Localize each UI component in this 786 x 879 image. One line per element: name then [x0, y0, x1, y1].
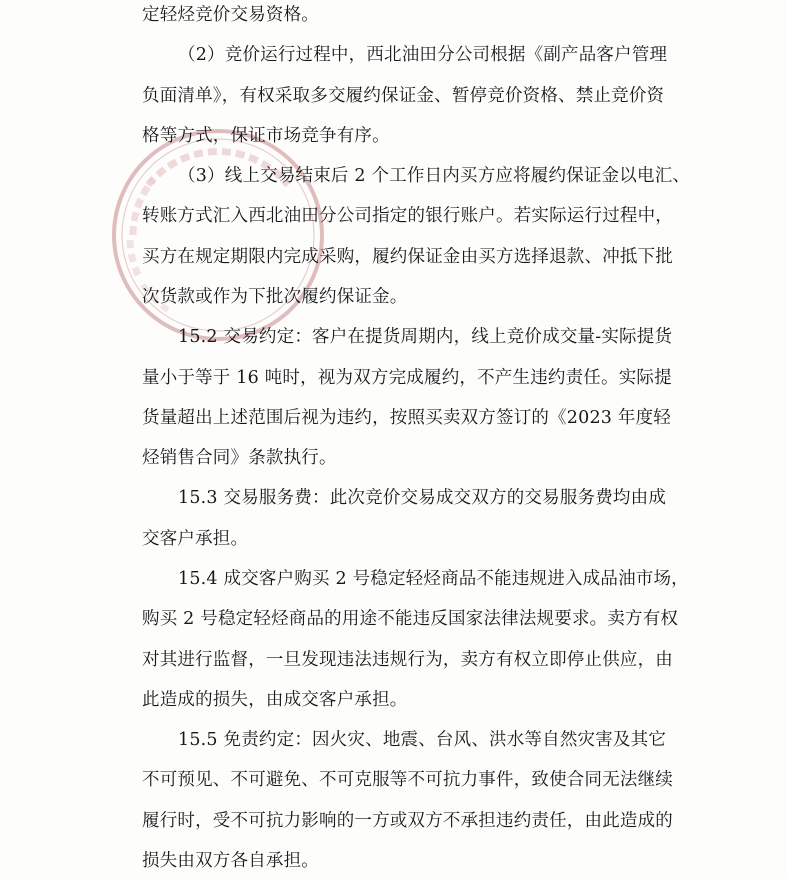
text-line: 烃销售合同》条款执行。 — [142, 448, 337, 468]
text-line: 货量超出上述范围后视为违约，按照买卖双方签订的《2023 年度轻 — [142, 408, 671, 428]
text-line: 次货款或作为下批次履约保证金。 — [142, 287, 408, 307]
text-line: 履行时，受不可抗力影响的一方或双方不承担违约责任，由此造成的 — [142, 811, 673, 831]
text-line: 买方在规定期限内完成采购，履约保证金由买方选择退款、冲抵下批 — [142, 247, 673, 267]
text-line: 15.4 成交客户购买 2 号稳定轻烃商品不能违规进入成品油市场， — [178, 569, 689, 589]
text-line: 15.3 交易服务费：此次竞价交易成交双方的交易服务费均由成 — [178, 488, 667, 508]
text-line: 量小于等于 16 吨时，视为双方完成履约，不产生违约责任。实际提 — [142, 368, 672, 388]
text-line: 对其进行监督，一旦发现违法违规行为，卖方有权立即停止供应，由 — [142, 650, 673, 670]
text-line: （3）线上交易结束后 2 个工作日内买方应将履约保证金以电汇、 — [178, 166, 691, 186]
text-line: 此造成的损失，由成交客户承担。 — [142, 690, 408, 710]
text-line: 转账方式汇入西北油田分公司指定的银行账户。若实际运行过程中， — [142, 206, 673, 226]
text-line: 不可预见、不可避免、不可克服等不可抗力事件，致使合同无法继续 — [142, 770, 673, 790]
text-line: 购买 2 号稳定轻烃商品的用途不能违反国家法律法规要求。卖方有权 — [142, 609, 679, 629]
text-line: 15.2 交易约定：客户在提货周期内，线上竞价成交量-实际提货 — [178, 327, 673, 347]
text-line: 损失由双方各自承担。 — [142, 851, 319, 871]
text-line: （2）竞价运行过程中，西北油田分公司根据《副产品客户管理 — [178, 45, 668, 65]
text-line: 负面清单》，有权采取多交履约保证金、暂停竞价资格、禁止竞价资 — [142, 86, 665, 106]
text-line: 15.5 免责约定：因火灾、地震、台风、洪水等自然灾害及其它 — [178, 730, 667, 750]
text-line: 交客户承担。 — [142, 529, 249, 549]
red-seal-stamp-icon — [108, 125, 328, 345]
text-line: 定轻烃竞价交易资格。 — [142, 5, 319, 25]
text-line: 格等方式，保证市场竞争有序。 — [142, 126, 390, 146]
